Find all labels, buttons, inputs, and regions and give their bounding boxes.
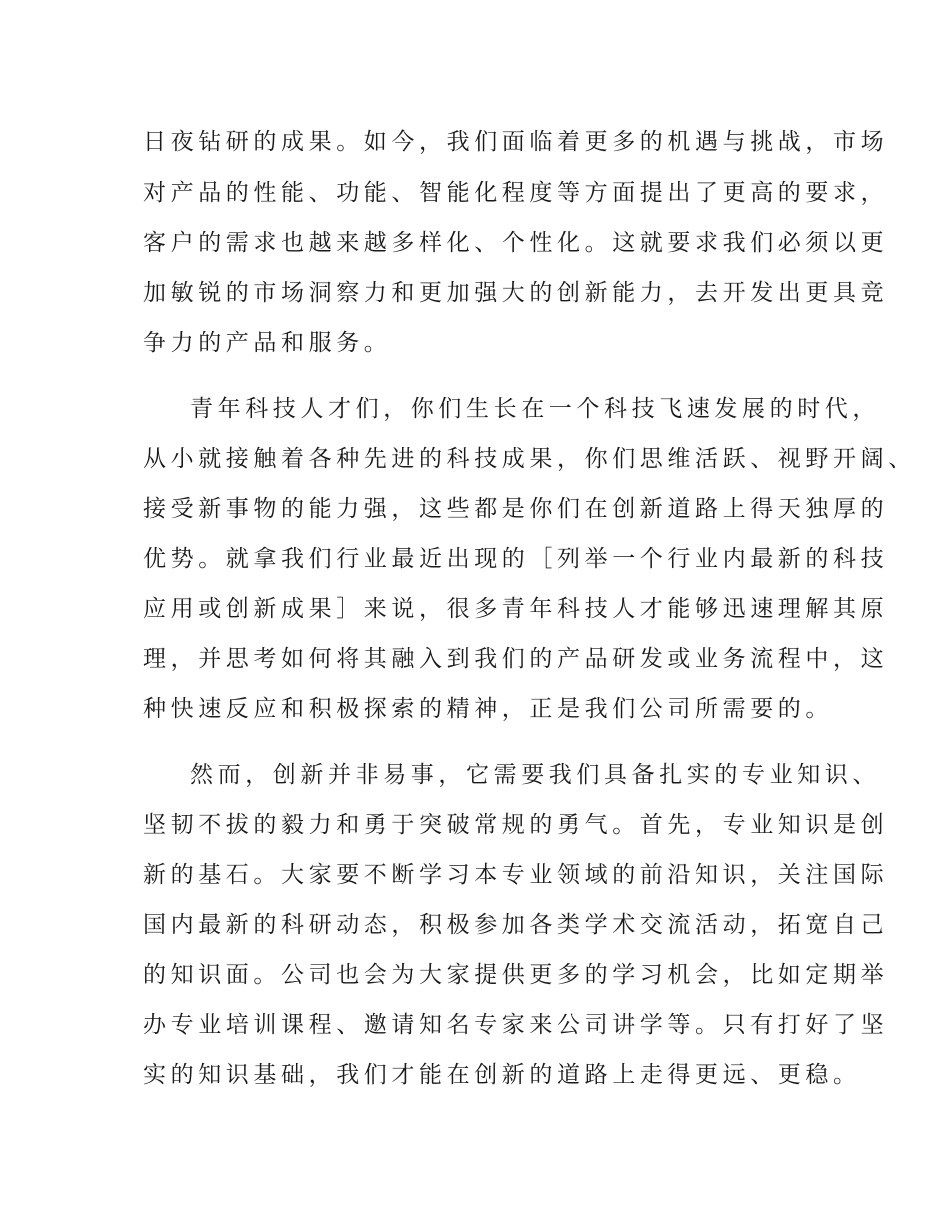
paragraph-2-line-2: 从小就接触着各种先进的科技成果，你们思维活跃、视野开阔、 [143,446,916,472]
paragraph-1-line-3: 客户的需求也越来越多样化、个性化。这就要求我们必须以更 [143,230,889,256]
paragraph-1-line-2: 对产品的性能、功能、智能化程度等方面提出了更高的要求， [143,180,889,206]
paragraph-3-line-7: 实的知识基础，我们才能在创新的道路上走得更远、更稳。 [143,1062,861,1088]
paragraph-1-line-5: 争力的产品和服务。 [143,330,392,356]
paragraph-2-line-5: 应用或创新成果］来说，很多青年科技人才能够迅速理解其原 [143,596,889,622]
paragraph-3-line-3: 新的基石。大家要不断学习本专业领域的前沿知识，关注国际 [143,862,889,888]
paragraph-3-line-2: 坚韧不拔的毅力和勇于突破常规的勇气。首先，专业知识是创 [143,812,889,838]
paragraph-2-line-6: 理，并思考如何将其融入到我们的产品研发或业务流程中，这 [143,646,889,672]
paragraph-3-line-6: 办专业培训课程、邀请知名专家来公司讲学等。只有打好了坚 [143,1012,889,1038]
paragraph-2-line-7: 种快速反应和积极探索的精神，正是我们公司所需要的。 [143,696,833,722]
paragraph-3-line-1: 然而，创新并非易事，它需要我们具备扎实的专业知识、 [190,762,880,788]
paragraph-3-line-5: 的知识面。公司也会为大家提供更多的学习机会，比如定期举 [143,962,889,988]
paragraph-3-line-4: 国内最新的科研动态，积极参加各类学术交流活动，拓宽自己 [143,912,889,938]
paragraph-2-line-1: 青年科技人才们，你们生长在一个科技飞速发展的时代， [190,396,880,422]
paragraph-2-line-3: 接受新事物的能力强，这些都是你们在创新道路上得天独厚的 [143,496,889,522]
paragraph-1-line-1: 日夜钻研的成果。如今，我们面临着更多的机遇与挑战，市场 [143,129,889,155]
paragraph-1-line-4: 加敏锐的市场洞察力和更加强大的创新能力，去开发出更具竞 [143,280,889,306]
paragraph-2-line-4: 优势。就拿我们行业最近出现的［列举一个行业内最新的科技 [143,546,889,572]
